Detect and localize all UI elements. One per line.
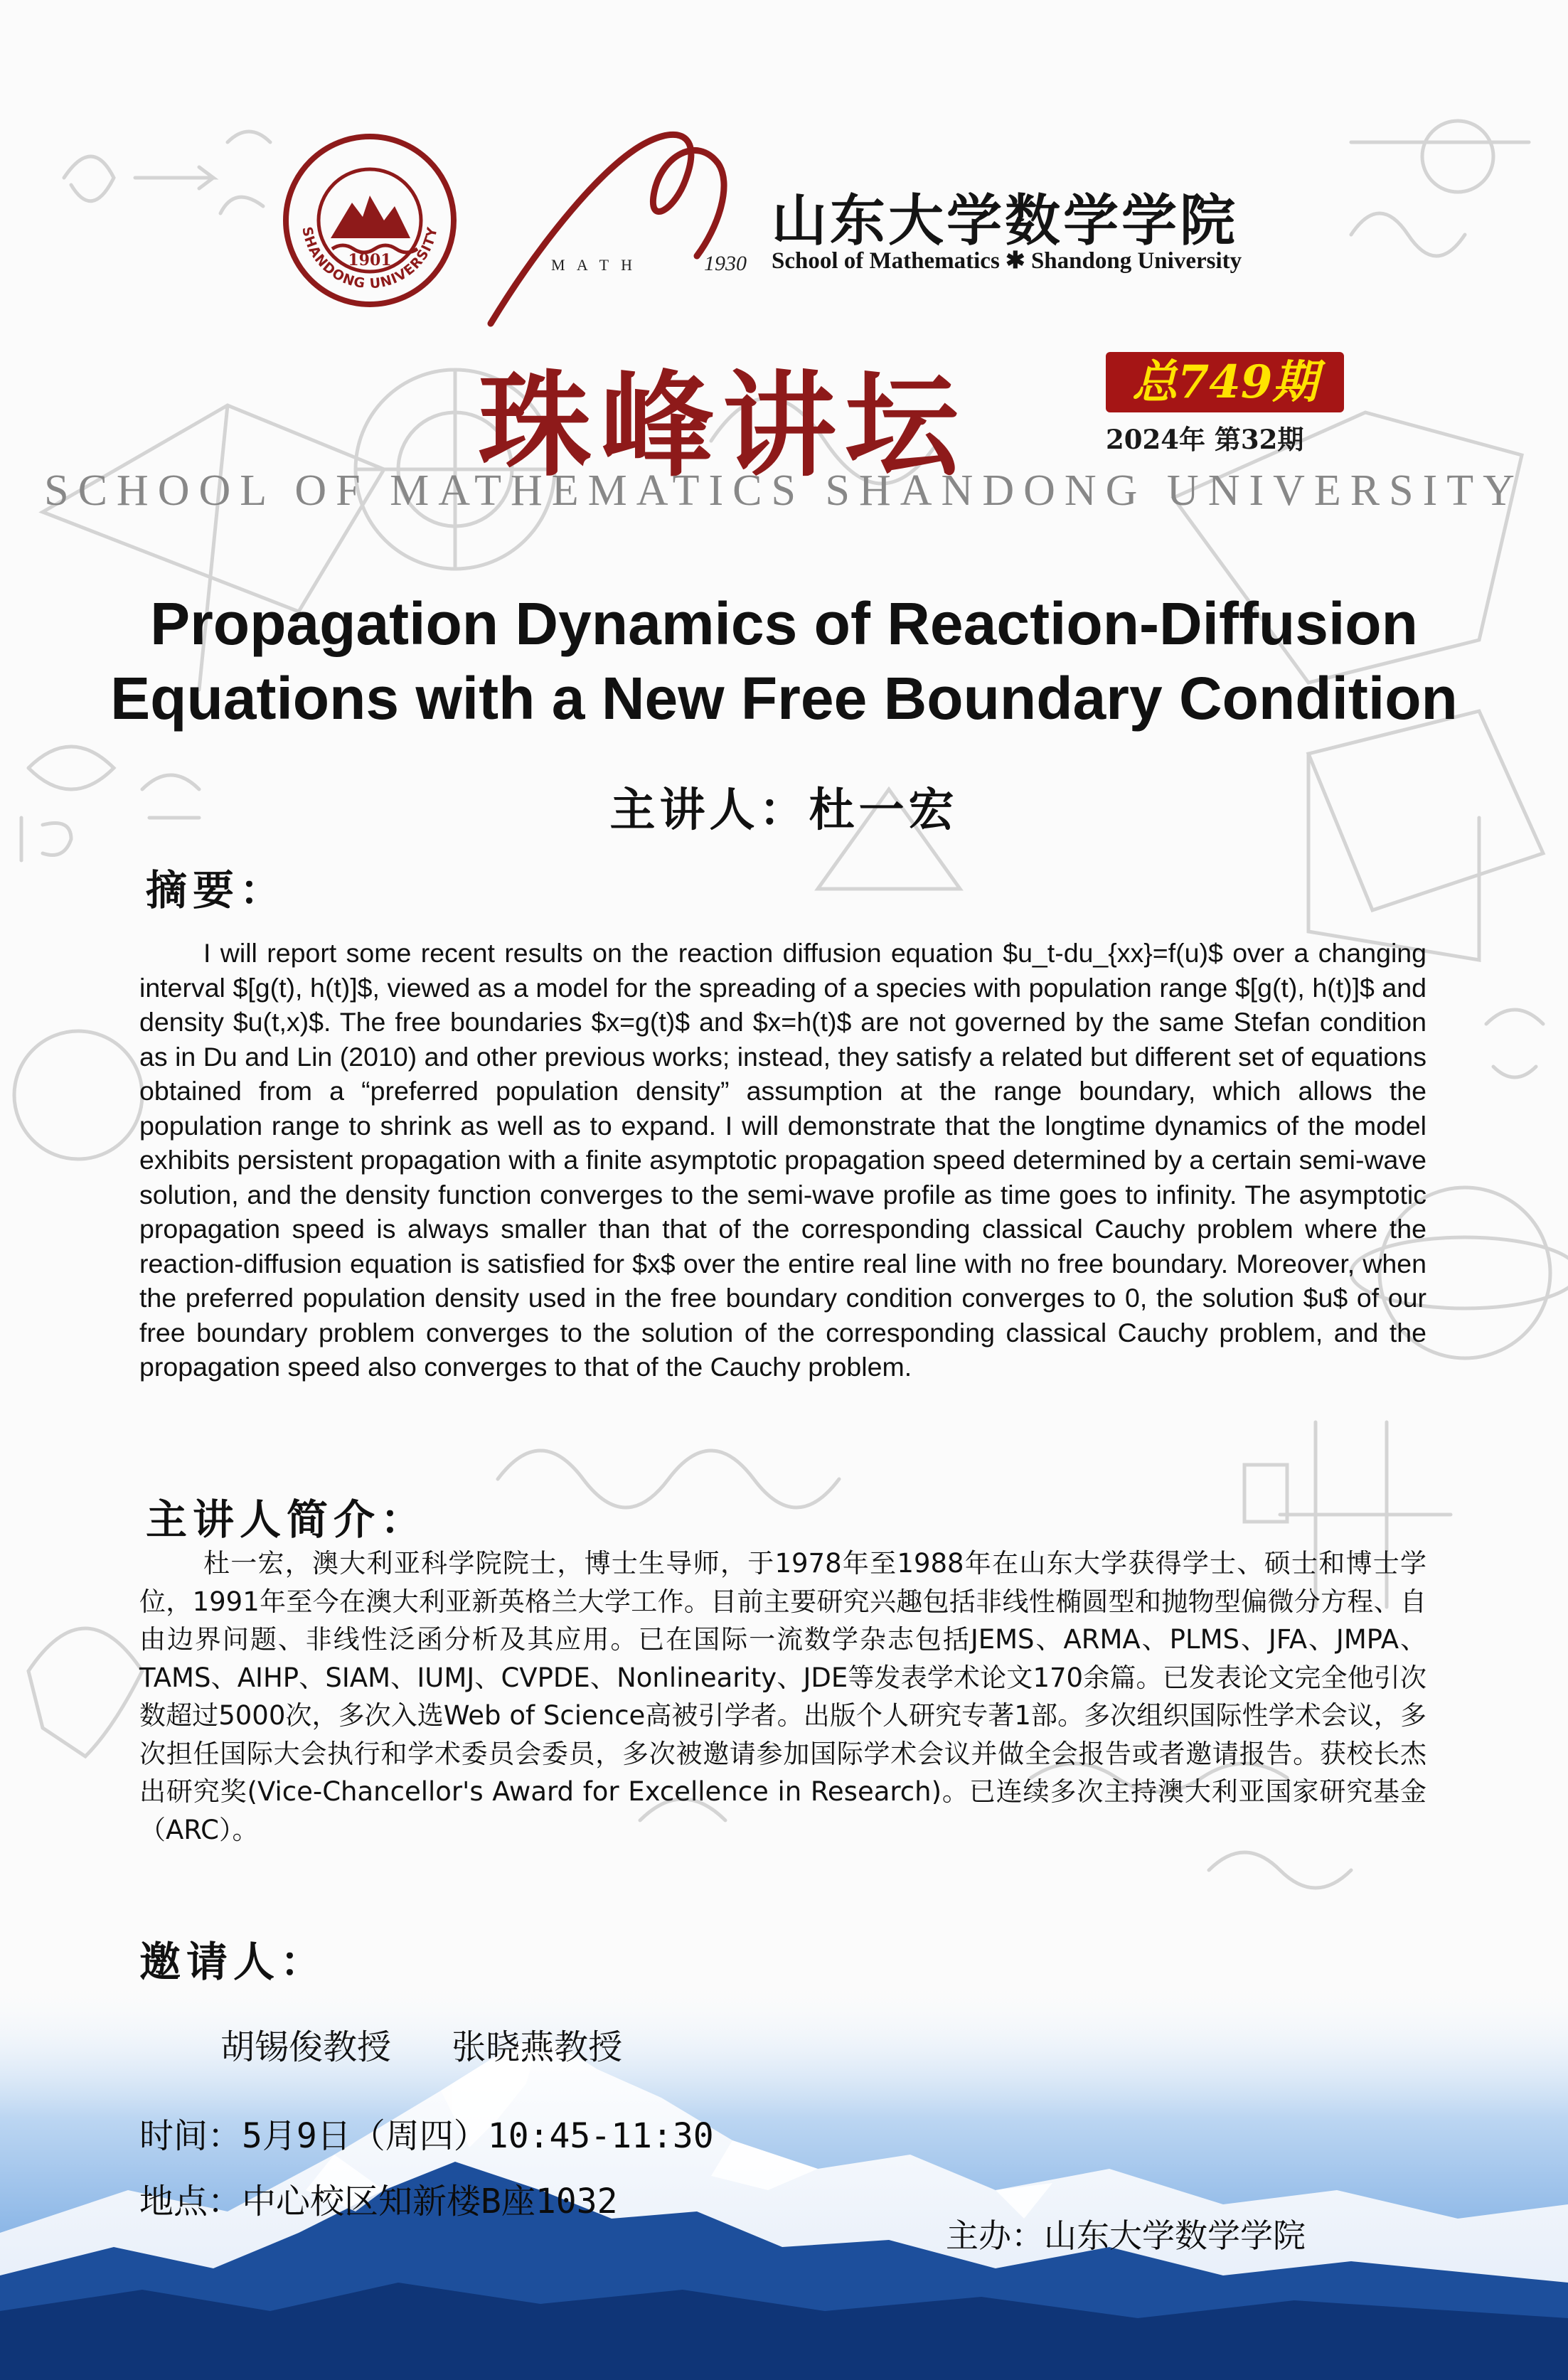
- talk-title-line-1: Propagation Dynamics of Reaction-Diffusion: [150, 590, 1418, 657]
- snowflake-separator-icon: ✱: [1006, 248, 1025, 274]
- inviter-heading: 邀请人：: [139, 1938, 328, 1986]
- event-time: 时间：5月9日（周四）10:45-11:30: [139, 2116, 714, 2156]
- school-name-en-right: Shandong University: [1030, 248, 1242, 274]
- school-name-cn: 山东大学数学学院: [772, 188, 1239, 253]
- issue-year-number: 2024年 第32期: [1106, 424, 1304, 455]
- inviter-name: 胡锡俊教授: [220, 2027, 392, 2067]
- math-1930-logo: [484, 121, 761, 327]
- seal-year: 1901: [348, 251, 392, 270]
- shandong-university-seal: [281, 132, 459, 309]
- school-banner-en: SCHOOL OF MATHEMATICS SHANDONG UNIVERSITY: [44, 466, 1524, 515]
- bio-heading: 主讲人简介：: [146, 1495, 428, 1544]
- series-title: 珠峰讲坛: [478, 358, 968, 492]
- abstract-heading: 摘要：: [146, 866, 287, 914]
- talk-title-line-2: Equations with a New Free Boundary Condition: [110, 665, 1458, 732]
- issue-total-badge: 总749期: [1106, 352, 1344, 412]
- bio-text: 杜一宏，澳大利亚科学院院士，博士生导师，于1978年至1988年在山东大学获得学士、硕士和博士学位，1991年至今在澳大利亚新英格兰大学工作。目前主要研究兴趣包括非线性椭圆型和抛物型偏微分方程、自由边界问题、非线性泛函分析及其应用。已在国际一流数学杂志包括JEMS、ARMA、PLMS、JFA、JMPA、TAMS、AIHP、SIAM、IUMJ、CVPDE、Nonlinearity、JDE等发表学术论文170余篇。已发表论文完全他引次数超过5000次，多次入选Web of Science高被引学者。出版个人研究专著1部。多次组织国际性学术会议，多次担任国际大会执行和学术委员会委员，多次被邀请参加国际学术会议并做全会报告或者邀请报告。获校长杰出研究奖(Vice-Chancellor's Award for Excellence in Research)。已连续多次主持澳大利亚国家研究基金（ARC）。: [139, 1548, 1426, 1845]
- abstract-text: I will report some recent results on the reaction diffusion equation $u_t-du_{xx}=f(u)$ over a changing interval $[g(t), h(t)]$, viewed as a model for the spreading of a species with population range $[g(t), h(t)]$ and density $u(t,x)$. The free boundaries $x=g(t)$ and $x=h(t)$ are not governed by the same Stefan condition as in Du and Lin (2010) and other previous works; instead, they satisfy a related but different set of equations obtained from a “preferred population density” assumption at the range boundary, which allows the population range to shrink as well as to expand. I will demonstrate that the longtime dynamics of the model exhibits persistent propagation with a finite asymptotic propagation speed determined by a certain semi-wave solution, and the density function converges to the semi-wave profile as time goes to infinity. The asymptotic propagation speed is always smaller than that of the corresponding classical Cauchy problem where the reaction-diffusion equation is satisfied for $x$ over the entire real line with no free boundary. Moreover, when the preferred population density used in the free boundary condition converges to 0, the solution $u$ of our free boundary problem converges to the solution of the corresponding classical Cauchy problem, and the propagation speed also converges to that of the Cauchy problem.: [139, 938, 1426, 1382]
- inviter-name: 张晓燕教授: [452, 2027, 623, 2067]
- event-organizer: 主办：山东大学数学学院: [946, 2216, 1306, 2255]
- school-name-en-left: School of Mathematics: [772, 248, 1000, 274]
- inviter-list: [220, 2019, 672, 2069]
- school-name-en: [772, 246, 1242, 274]
- math-logo-year: 1930: [704, 252, 747, 275]
- talk-title: [43, 587, 1525, 736]
- event-place: 地点：中心校区知新楼B座1032: [139, 2182, 618, 2221]
- seal-ring-text: SHANDONG UNIVERSITY: [299, 225, 441, 292]
- speaker-line: 主讲人：杜一宏: [609, 784, 959, 837]
- math-logo-word: M A T H: [551, 256, 637, 274]
